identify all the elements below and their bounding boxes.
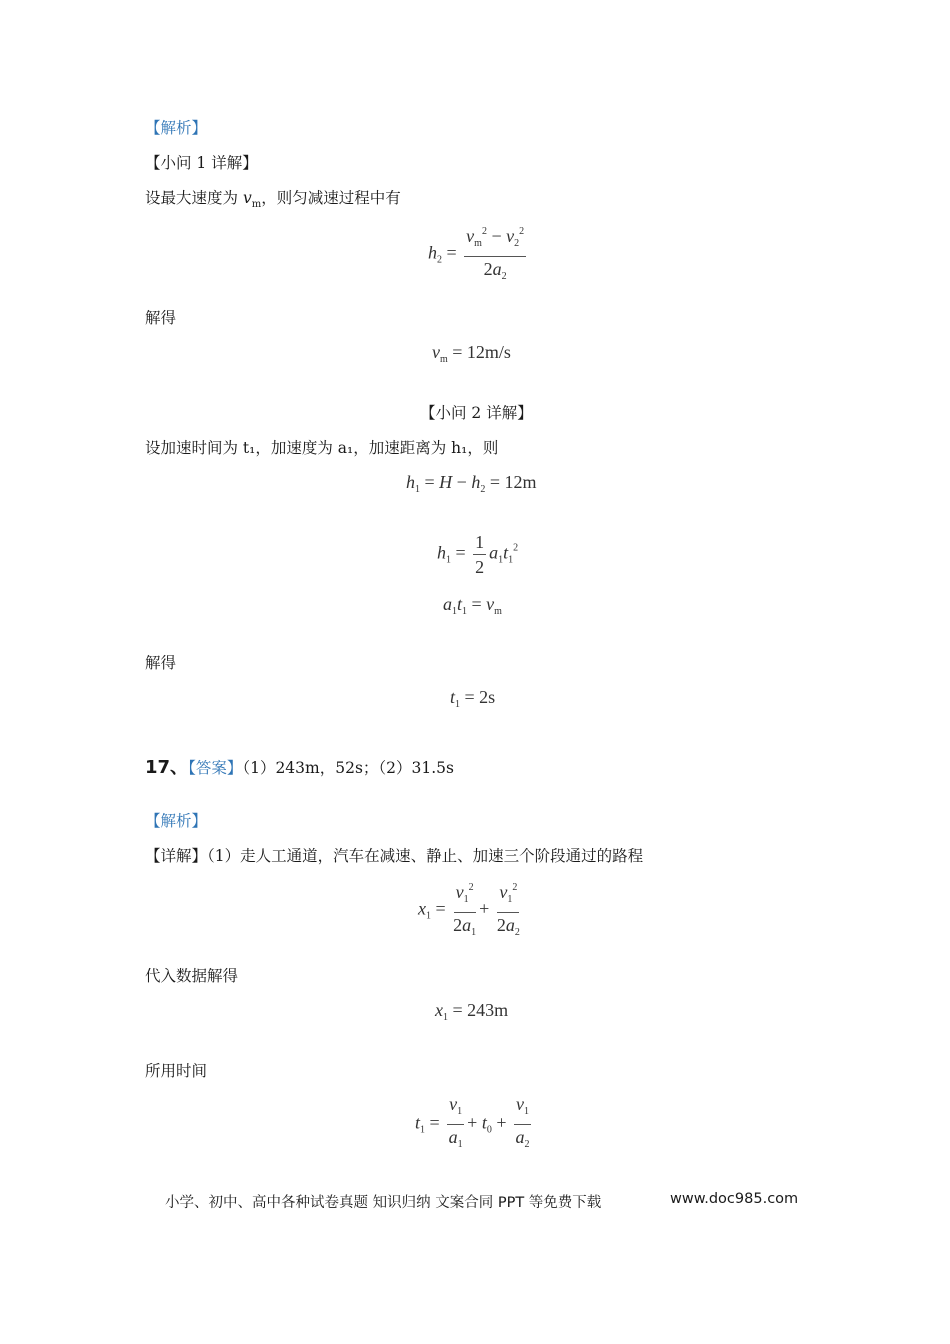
equation-h1-kinematic: $h_1$ = $\frac{1}{2}$ $a_1t_1^2$ bbox=[437, 532, 519, 577]
part2-heading: 【小问 2 详解】 bbox=[420, 404, 533, 422]
equation-h1-distance: $h_1 = H - h_2 = 12m$ bbox=[406, 472, 537, 495]
part1-intro: 设最大速度为 $v_m$，则匀减速过程中有 bbox=[145, 189, 401, 210]
analysis-label: 【解析】 bbox=[145, 119, 208, 137]
answer-label: 【答案】 bbox=[188, 759, 243, 777]
time-label: 所用时间 bbox=[145, 1062, 208, 1080]
equation-h2: $h_2$ = $\frac{v_m^2 - v_2^2}{2a_2}$ bbox=[428, 222, 529, 287]
part2-intro: 设加速时间为 t₁，加速度为 a₁，加速距离为 h₁，则 bbox=[145, 439, 499, 457]
question-17-answer-line bbox=[145, 758, 454, 778]
equation-t1-result: $t_1 = 2s$ bbox=[450, 687, 496, 710]
equation-x1: $x_1$ = $\frac{v_1^2}{2a_1}$ + $\frac{v_1^2}{2a_2}$ bbox=[418, 878, 523, 943]
equation-a1t1: $a_1t_1 = v_m$ bbox=[443, 594, 502, 617]
analysis-label: 【解析】 bbox=[145, 812, 208, 830]
part1-heading: 【小问 1 详解】 bbox=[145, 154, 258, 172]
detail-label: 【详解】 bbox=[145, 847, 208, 865]
footer-text: 小学、初中、高中各种试卷真题 知识归纳 文案合同 PPT 等免费下载 bbox=[165, 1195, 602, 1211]
solve-label: 解得 bbox=[145, 654, 177, 672]
equation-vm-result: $v_m = 12m/s$ bbox=[432, 342, 511, 365]
substitute-label: 代入数据解得 bbox=[145, 967, 239, 985]
detail-text: （1）走人工通道，汽车在减速、静止、加速三个阶段通过的路程 bbox=[207, 847, 644, 865]
equation-x1-result: $x_1 = 243m$ bbox=[435, 1000, 509, 1023]
solve-label: 解得 bbox=[145, 309, 177, 327]
detail-line bbox=[145, 846, 643, 866]
answer-text: （1）243m，52s；（2）31.5s bbox=[242, 759, 454, 777]
equation-t1-time: $t_1$ = $\frac{v_1}{a_1}$ + $t_0$ + $\frac{v_1}{a_2}$ bbox=[415, 1094, 530, 1150]
footer-url[interactable]: www.doc985.com bbox=[670, 1191, 799, 1207]
question-number: 17、 bbox=[145, 757, 189, 778]
